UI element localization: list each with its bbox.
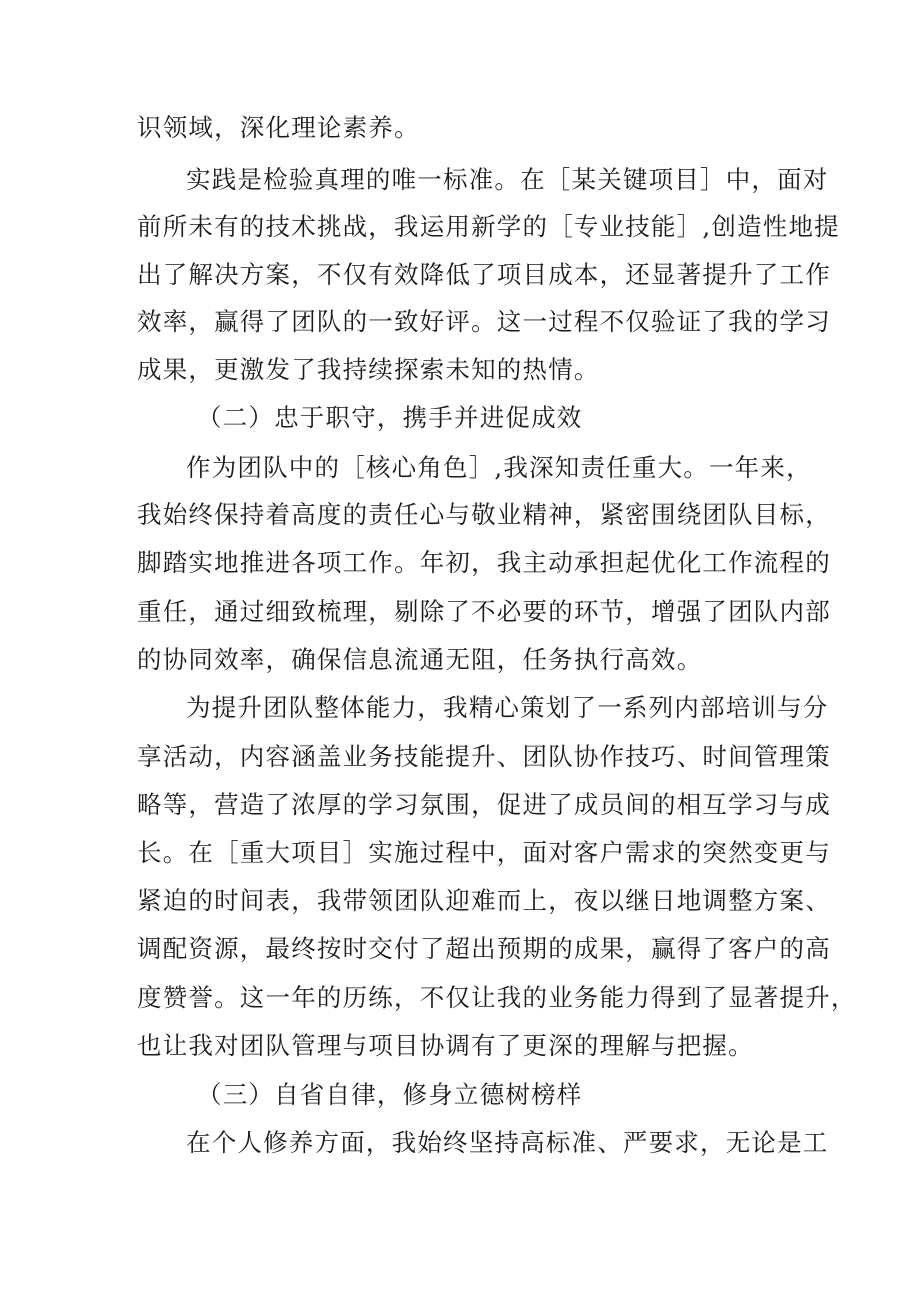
text-line: 效率，赢得了团队的一致好评。这一过程不仅验证了我的学习 bbox=[137, 307, 831, 336]
text-line: 重任，通过细致梳理，剔除了不必要的环节，增强了团队内部 bbox=[137, 597, 831, 626]
section-heading: （二）忠于职守，携手并进促成效 bbox=[197, 403, 583, 432]
text-line: 在个人修养方面，我始终坚持高标准、严要求，无论是工 bbox=[186, 1128, 829, 1157]
text-line: 识领域，深化理论素养。 bbox=[137, 113, 420, 142]
text-line: 前所未有的技术挑战，我运用新学的［专业技能］,创造性地提 bbox=[137, 212, 840, 241]
text-line: 享活动，内容涵盖业务技能提升、团队协作技巧、时间管理策 bbox=[137, 742, 831, 771]
text-line: 我始终保持着高度的责任心与敬业精神，紧密围绕团队目标， bbox=[137, 500, 831, 529]
text-line: 调配资源，最终按时交付了超出预期的成果，赢得了客户的高 bbox=[137, 934, 831, 963]
text-line: 出了解决方案，不仅有效降低了项目成本，还显著提升了工作 bbox=[137, 260, 831, 289]
text-line: 也让我对团队管理与项目协调有了更深的理解与把握。 bbox=[137, 1031, 754, 1060]
text-line: 度赞誉。这一年的历练，不仅让我的业务能力得到了显著提升， bbox=[137, 983, 857, 1012]
text-line: 的协同效率，确保信息流通无阻，任务执行高效。 bbox=[137, 645, 703, 674]
text-line: 略等，营造了浓厚的学习氛围，促进了成员间的相互学习与成 bbox=[137, 790, 831, 819]
text-line: 紧迫的时间表，我带领团队迎难而上，夜以继日地调整方案、 bbox=[137, 886, 831, 915]
text-line: 成果，更激发了我持续探索未知的热情。 bbox=[137, 355, 600, 384]
text-line: 作为团队中的［核心角色］,我深知责任重大。一年来， bbox=[186, 453, 812, 482]
text-line: 为提升团队整体能力，我精心策划了一系列内部培训与分 bbox=[186, 693, 829, 722]
section-heading: （三）自省自律，修身立德树榜样 bbox=[197, 1080, 583, 1109]
text-line: 长。在［重大项目］实施过程中，面对客户需求的突然变更与 bbox=[137, 838, 831, 867]
text-line: 脚踏实地推进各项工作。年初，我主动承担起优化工作流程的 bbox=[137, 548, 831, 577]
text-line: 实践是检验真理的唯一标准。在［某关键项目］中，面对 bbox=[186, 165, 829, 194]
